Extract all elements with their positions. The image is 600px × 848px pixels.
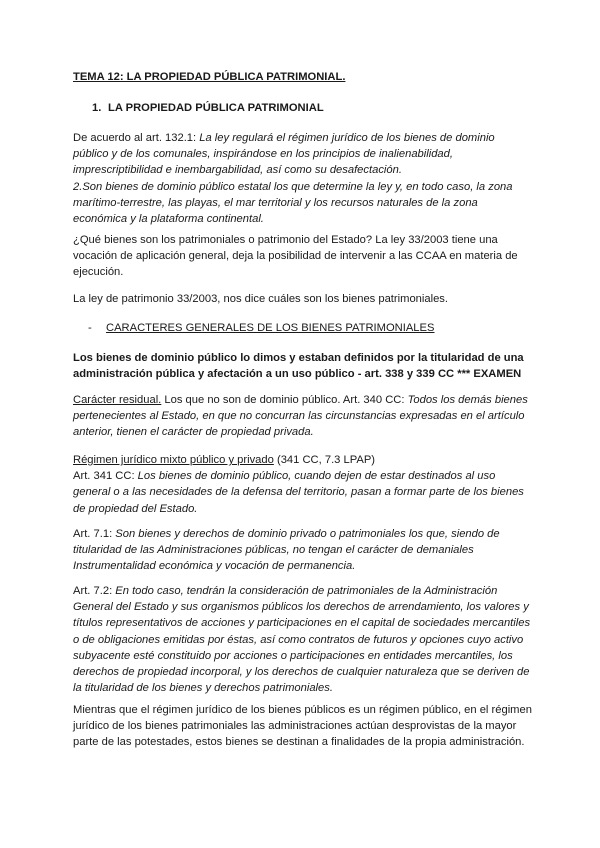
paragraph-mixed-regime [73, 452, 533, 517]
quote-article-132-1: La ley regulará el régimen jurídico de los bienes de dominio público y de los comunales, inspirándose en los principios de inalienabilidad, imprescriptibilidad e inembargabilidad, así como su desafectación. [73, 132, 495, 177]
document-title: TEMA 12: LA PROPIEDAD PÚBLICA PATRIMONIAL. [73, 71, 346, 83]
paragraph-question: ¿Qué bienes son los patrimoniales o patrimonio del Estado? La ley 33/2003 tiene una vocación de aplicación general, deja la posibilidad de intervenir a las CCAA en materia de ejecución. [73, 234, 518, 279]
quote-article-7-2: En todo caso, tendrán la consideración de patrimoniales de la Administración General del Estado y sus organismos públicos los derechos de arrendamiento, los valores y títulos representativos de acciones y participaciones en el capital de sociedades mercantiles o de obligaciones emitidas por éstas, así como contratos de futuros y opciones cuyo activo subyacente esté constituido por acciones o participaciones en entidades mercantiles, los derechos de propiedad incorporal, y los derechos de cualquier naturaleza que se deriven de la titularidad de los bienes y derechos patrimoniales. [73, 585, 531, 695]
mixed-regime-ref: (341 CC, 7.3 LPAP) [273, 454, 376, 466]
quote-article-132-2: 2.Son bienes de dominio público estatal los que determine la ley y, en todo caso, la zona marítimo-terrestre, las playas, el mar territorial y los recursos naturales de la zona económica y la plataforma continental. [73, 180, 513, 226]
term-residual: Carácter residual. [73, 394, 162, 406]
section-label: LA PROPIEDAD PÚBLICA PATRIMONIAL [108, 102, 324, 114]
quote-article-7-1: Son bienes y derechos de dominio privado o patrimoniales los que, siendo de titularidad de las Administraciones públicas, no tengan el carácter de demaniales Instrumentalidad económica y vocación de permanencia. [73, 528, 500, 573]
bullet-dash: - [88, 322, 92, 334]
bullet-label: CARACTERES GENERALES DE LOS BIENES PATRIMONIALES [106, 322, 435, 334]
quote-article-340: Todos los demás bienes pertenecientes al Estado, en que no concurran las circunstancias expresadas en el artículo anterior, tienen el carácter de propiedad privada. [73, 394, 528, 439]
quote-article-341: Los bienes de dominio público, cuando dejen de estar destinados al uso general o a las necesidades de la defensa del territorio, pasan a formar parte de los bienes de propiedad del Estado. [73, 470, 524, 515]
term-mixed-regime: Régimen jurídico mixto público y privado [73, 454, 274, 466]
paragraph-article-7-2 [73, 583, 533, 696]
paragraph-constitution [73, 130, 533, 227]
section-heading [92, 100, 324, 116]
bullet-item [88, 320, 434, 336]
residual-text: Los que no son de dominio público. Art. 340 CC: [161, 394, 408, 406]
paragraph-article-7-1 [73, 526, 533, 575]
article-7-2-lead: Art. 7.2: [73, 585, 116, 597]
paragraph-lead: De acuerdo al art. 132.1: [73, 132, 200, 144]
article-341-lead: Art. 341 CC: [73, 470, 138, 483]
article-7-1-lead: Art. 7.1: [73, 528, 116, 540]
section-number: 1. [92, 102, 102, 114]
paragraph-exam-note: Los bienes de dominio público lo dimos y estaban definidos por la titularidad de una administración pública y afectación a un uso público - art. 338 y 339 CC *** EXAMEN [73, 352, 524, 381]
paragraph-law: La ley de patrimonio 33/2003, nos dice cuáles son los bienes patrimoniales. [73, 293, 449, 305]
paragraph-conclusion: Mientras que el régimen jurídico de los bienes públicos es un régimen público, en el régimen jurídico de los bienes patrimoniales las administraciones actúan desprovistas de la mayor parte de las potestades, estos bienes se destinan a finalidades de la propia administración. [73, 704, 532, 749]
paragraph-residual [73, 392, 533, 441]
